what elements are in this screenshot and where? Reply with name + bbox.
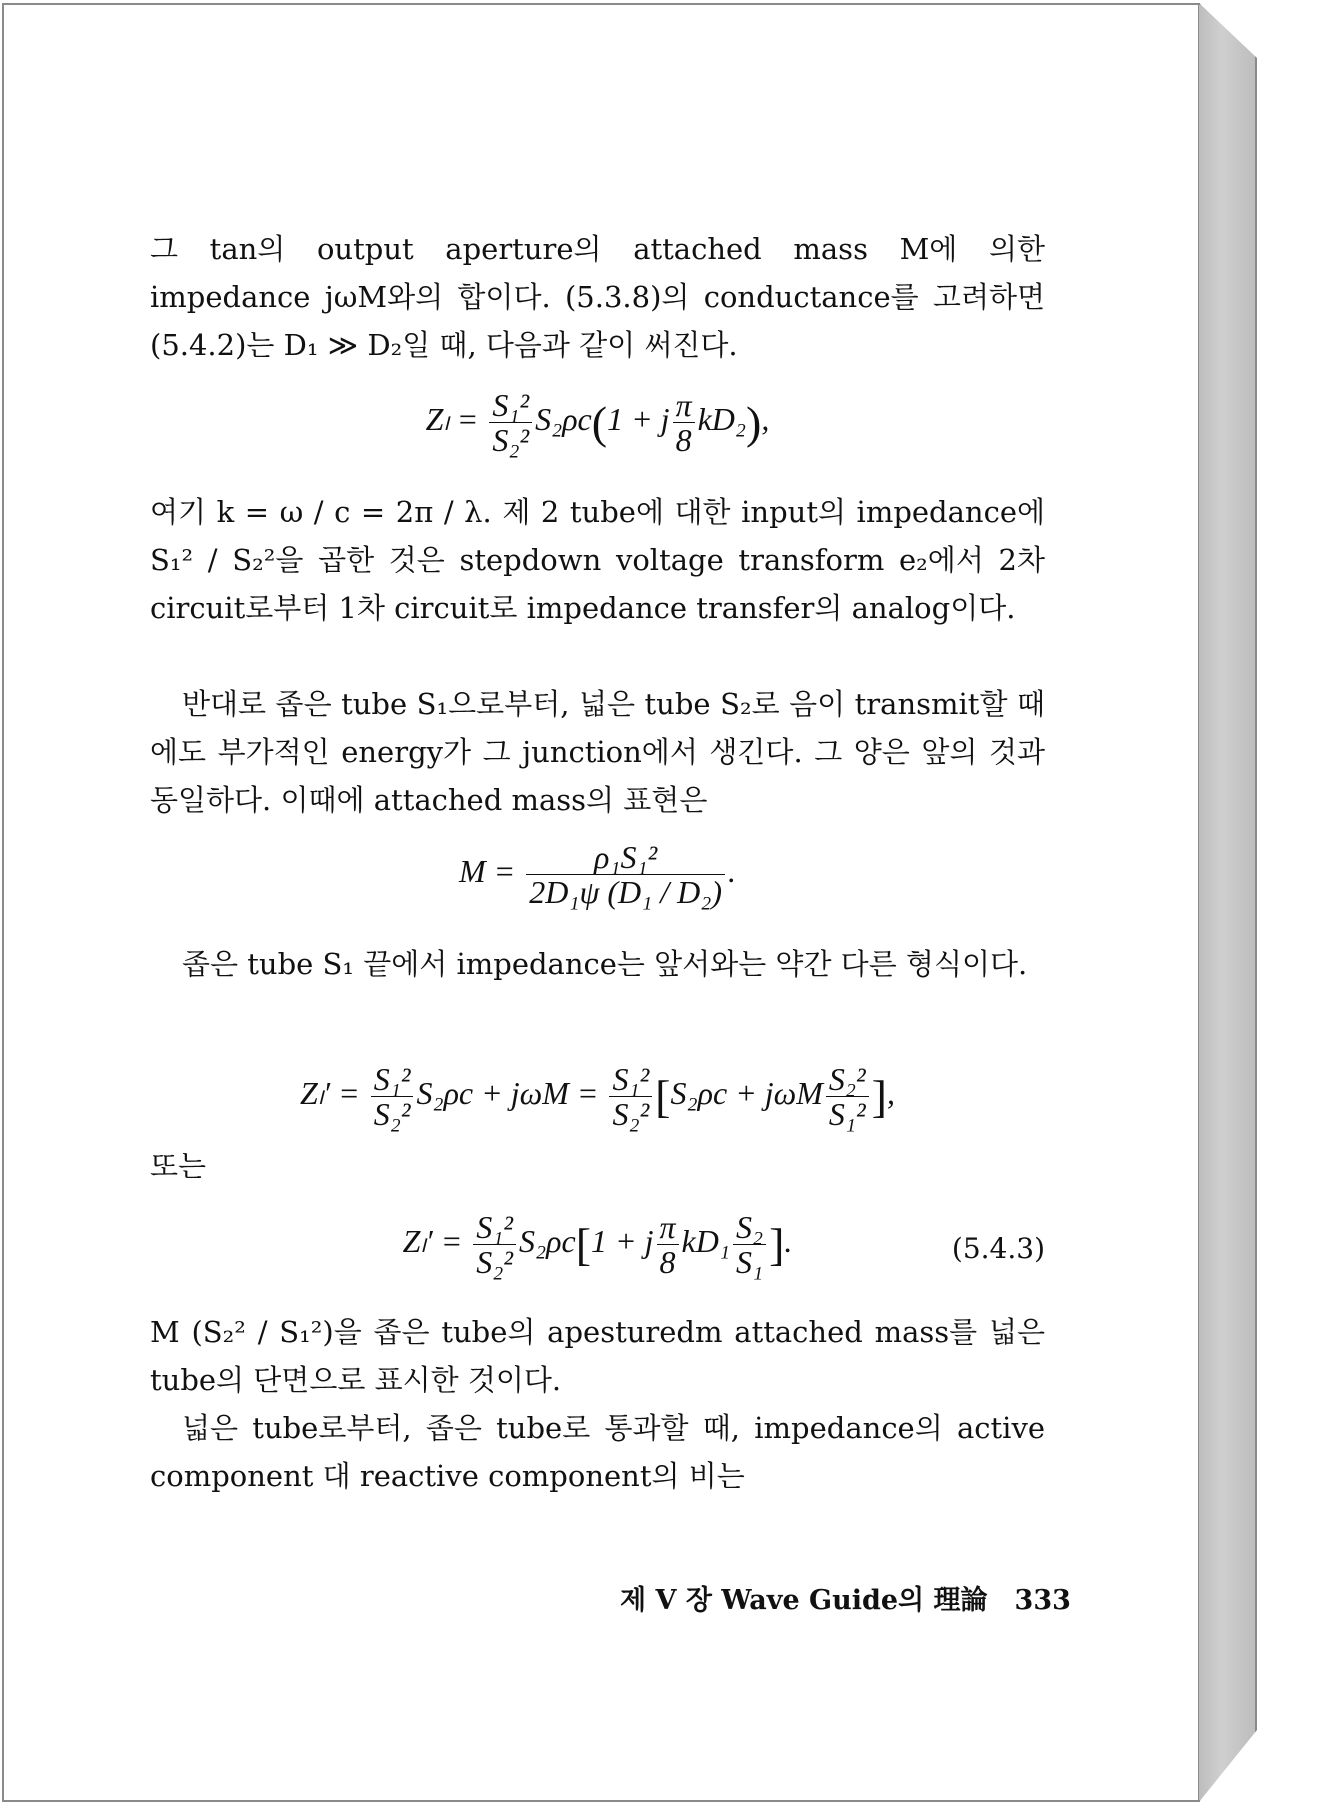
eq3-open: [ — [655, 1071, 671, 1122]
eq2-lhs: M = — [458, 852, 516, 889]
para6-text: 넓은 tube로부터, 좁은 tube로 통과할 때, impedance의 active component 대 reactive component의 비는 — [150, 1411, 1045, 1493]
eq4-num1: S₁² — [473, 1210, 516, 1245]
eq4-inner-b: kD₁ — [681, 1222, 730, 1259]
eq3-lhs: Zₗ′ = — [300, 1074, 360, 1111]
eq3-num3: S₂² — [826, 1062, 869, 1097]
eq4-num2: π — [657, 1210, 679, 1245]
eq1-open: ( — [591, 397, 608, 448]
eq4-frac1 — [473, 1210, 516, 1279]
word-or: 또는 — [150, 1149, 207, 1183]
paragraph-6 — [150, 1404, 1045, 1500]
eq4-den1: S₂² — [476, 1244, 513, 1280]
eq1-inner-a: 1 + j — [607, 400, 670, 437]
eq2-num: ρ₁S₁² — [526, 840, 725, 875]
eq4-frac2 — [657, 1210, 679, 1279]
paragraph-5 — [150, 1308, 1045, 1404]
equation-1 — [150, 388, 1045, 457]
eq1-den: S₂² — [492, 422, 530, 458]
equation-4 — [150, 1210, 1045, 1279]
para1-text: 그 tan의 output aperture의 attached mass M에 의한 impedance jωM와의 합이다. (5.3.8)의 conductance를 고려하면 (5.4.2)는 D₁ ≫ D₂일 때, 다음과 같이 써진다. — [150, 232, 1045, 362]
eq1-num: S₁² — [489, 388, 532, 423]
eq1-frac2-num: π — [673, 388, 695, 423]
word-or-block — [150, 1142, 1045, 1190]
eq3-frac3 — [826, 1062, 869, 1131]
paragraph-3 — [150, 680, 1045, 824]
eq1-tail: , — [761, 400, 770, 437]
eq4-den2: 8 — [659, 1244, 676, 1280]
eq4-open: [ — [575, 1219, 592, 1270]
eq4-mid: S₂ρc — [519, 1222, 576, 1259]
eq4-frac3 — [733, 1210, 766, 1279]
equation-2 — [150, 840, 1045, 909]
eq1-rest: S₂ρc — [535, 400, 592, 437]
eq1-inner-b: kD₂ — [697, 400, 747, 437]
eq3-den3: S₁² — [828, 1096, 866, 1132]
eq3-frac1 — [371, 1062, 414, 1131]
para5-text: M (S₂² / S₁²)을 좁은 tube의 apesturedm attached mass를 넓은 tube의 단면으로 표시한 것이다. — [150, 1315, 1045, 1397]
eq2-tail: . — [728, 852, 737, 889]
paragraph-2 — [150, 488, 1045, 632]
eq4-den3: S₁ — [735, 1244, 764, 1280]
eq2-den: 2D₁ψ (D₁ / D₂) — [529, 874, 723, 910]
eq3-inner: S₂ρc + jωM — [670, 1074, 823, 1111]
eq1-frac — [489, 388, 532, 457]
eq4-close: ] — [769, 1219, 785, 1270]
eq4-lhs: Zₗ′ = — [402, 1222, 463, 1259]
eq3-tail: , — [886, 1074, 895, 1111]
eq3-num1: S₁² — [371, 1062, 414, 1097]
eq3-den1: S₂² — [373, 1096, 411, 1132]
eq4-tail: . — [784, 1222, 793, 1259]
eq3-num2: S₁² — [609, 1062, 652, 1097]
eq4-inner-a: 1 + j — [591, 1222, 654, 1259]
eq2-frac — [526, 840, 725, 909]
equation-3 — [150, 1062, 1045, 1131]
book-spine — [1199, 3, 1257, 1802]
eq3-frac2 — [609, 1062, 652, 1131]
equation-number: (5.4.3) — [951, 1232, 1045, 1265]
eq4-num3: S₂ — [733, 1210, 766, 1245]
eq1-frac2 — [673, 388, 695, 457]
para2-text: 여기 k = ω / c = 2π / λ. 제 2 tube에 대한 input의 impedance에 S₁² / S₂²을 곱한 것은 stepdown voltage transform e₂에서 2차 circuit로부터 1차 circuit로 impedance transfer의 analog이다. — [150, 495, 1045, 625]
eq1-close: ) — [746, 397, 762, 448]
para3-text: 반대로 좁은 tube S₁으로부터, 넓은 tube S₂로 음이 transmit할 때에도 부가적인 energy가 그 junction에서 생긴다. 그 양은 앞의 것과 동일하다. 이때에 attached mass의 표현은 — [150, 687, 1045, 817]
page-footer: 제 Ⅴ 장 Wave Guide의 理論 333 — [620, 1585, 1071, 1616]
paragraph-4 — [150, 940, 1045, 988]
para4-text: 좁은 tube S₁ 끝에서 impedance는 앞서와는 약간 다른 형식이다. — [182, 947, 1028, 981]
paragraph-1 — [150, 225, 1045, 369]
eq1-frac2-den: 8 — [675, 422, 692, 458]
eq3-mid: S₂ρc + jωM = — [416, 1074, 599, 1111]
eq1-lhs: Zₗ = — [425, 400, 479, 437]
eq3-den2: S₂² — [612, 1096, 650, 1132]
eq3-close: ] — [871, 1071, 887, 1122]
